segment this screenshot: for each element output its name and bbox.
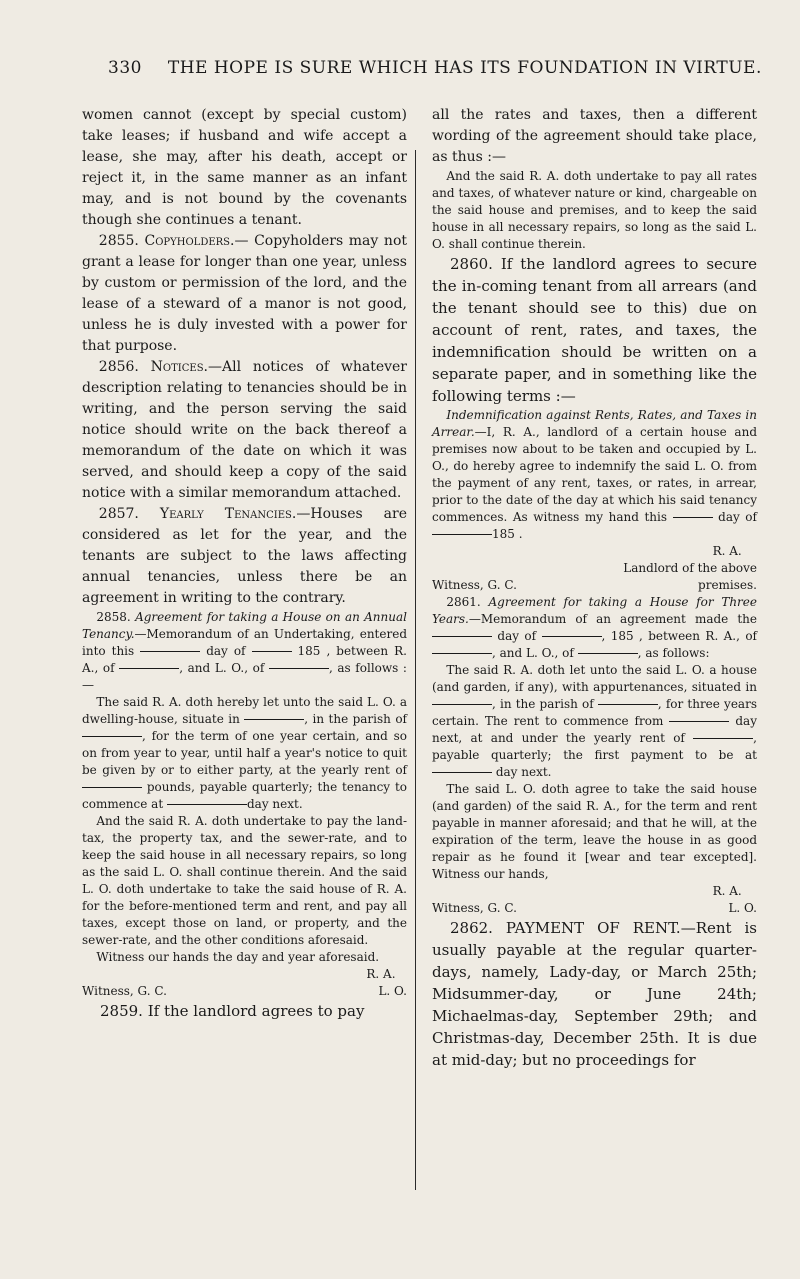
signature-lo: L. O.	[728, 901, 757, 915]
section-body: —All notices of whatever description relating to tenancies should be in writing, and the person serving the said notice should write on the back thereof a memorandum of the date on which it was served, and should keep a copy of the said notice with a similar memorandum attached.	[82, 359, 408, 501]
form-text: , for the term of one year certain, and so on from year to year, until half a year's notice to quit be given by or to either party, at the yearly rent of	[82, 729, 407, 777]
form-text: And the said R. A. doth undertake to pay all rates and taxes, of whatever nature or kind, chargeable on the said house and premises, and to keep the said house in all necessary repairs, so long as the said L. O. shall continue therein.	[432, 169, 757, 251]
blank-line	[432, 772, 492, 773]
signature	[432, 883, 757, 900]
form-text: , as follows:	[637, 646, 710, 660]
section-2857	[82, 504, 407, 609]
blank-line	[432, 534, 492, 535]
form-text: day next.	[246, 797, 303, 811]
blank-line	[140, 651, 200, 652]
form-text: , and L. O., of	[492, 646, 574, 660]
page-number: 330	[108, 58, 142, 78]
blank-line	[542, 636, 602, 637]
section-number: 2861.	[446, 595, 481, 609]
blank-line	[432, 704, 492, 705]
section-title: Yearly Tenancies.	[159, 506, 297, 522]
column-divider	[415, 150, 416, 1190]
form-text: day of	[718, 510, 757, 524]
section-2862	[432, 917, 757, 1071]
left-column	[82, 105, 407, 1022]
signature-ra: R. A.	[366, 967, 396, 981]
form-text: , 185 , between R. A., of	[601, 629, 757, 643]
signature-lo: L. O.	[378, 984, 407, 998]
running-header	[108, 58, 788, 78]
form-text: And the said R. A. doth undertake to pay the land-tax, the property tax, and the sewer-rate, and to keep the said house in all necessary repairs, so long as the said L. O. shall continue therein. And the said L. O. doth undertake to take the said house of R. A. for the before-mentioned term and rent, and pay all taxes, except those on land, or property, and the sewer-rate, and the other conditions aforesaid.	[82, 814, 407, 947]
section-title: Copyholders.	[144, 233, 235, 249]
blank-line	[598, 704, 658, 705]
blank-line	[167, 804, 247, 805]
paragraph: all the rates and taxes, then a different wording of the agreement should take place, as thus :—	[432, 107, 757, 165]
form-text: The said R. A. doth hereby let unto the said L. O. a dwelling-house, situate in	[82, 695, 407, 726]
section-number: 2862.	[450, 919, 493, 937]
form-text: day of	[206, 644, 246, 658]
section-2860: 2860. If the landlord agrees to secure the in-coming tenant from all arrears (and the tenant should see to this) due on account of rent, rates, and taxes, the indemnification should be written on a separate paper, and in something like the following terms :—	[432, 255, 757, 405]
blank-line	[673, 517, 713, 518]
section-2861	[432, 594, 757, 917]
form-title: Indemnification against Rents, Rates, and Taxes in Arrear.	[432, 408, 757, 439]
witness-line	[432, 900, 757, 917]
blank-line	[252, 651, 292, 652]
signature-ra: R. A.	[712, 544, 742, 558]
witness: Witness, G. C.	[82, 984, 167, 998]
indemnification-form	[432, 407, 757, 594]
section-number: 2856.	[98, 359, 139, 375]
section-title: Agreement for taking a House for Three Years.	[432, 595, 757, 626]
form-text: , payable quarterly; the first payment to be at	[432, 731, 757, 762]
section-2859: 2859. If the landlord agrees to pay	[100, 1002, 365, 1020]
form-text: day next.	[495, 765, 552, 779]
blank-line	[669, 721, 729, 722]
section-number: 2855.	[98, 233, 139, 249]
section-2855	[82, 231, 407, 357]
paragraph: women cannot (except by special custom) take leases; if husband and wife accept a lease, she may, after his death, accept or reject it, in the same manner as an infant may, and is not bound by the covenants though she continues a tenant.	[82, 107, 407, 228]
section-number: 2858.	[96, 610, 131, 624]
section-2856	[82, 357, 407, 504]
section-number: 2857.	[98, 506, 139, 522]
signature-role: Landlord of the above	[623, 561, 757, 575]
form-text: , in the parish of	[492, 697, 594, 711]
section-title: Notices.	[150, 359, 208, 375]
form-text: , and L. O., of	[179, 661, 265, 675]
form-text: Witness our hands the day and year aforesaid.	[96, 950, 380, 964]
section-body: — Copyholders may not grant a lease for longer than one year, unless by custom or permission of the lord, and the lease of a steward of a manor is not good, unless he is duly invested with a power for that purpose.	[82, 233, 407, 354]
form-text: 185 , between R. A., of	[82, 644, 407, 675]
form-text: —Memorandum of an Undertaking, entered into this	[82, 627, 407, 658]
running-title: THE HOPE IS SURE WHICH HAS ITS FOUNDATION IN VIRTUE.	[167, 58, 762, 78]
blank-line	[244, 719, 304, 720]
form-text: The said L. O. doth agree to take the said house (and garden) of the said R. A., for the term and rent payable in manner aforesaid; and that he will, at the expiration of the term, leave the house in as good repair as he found it [wear and tear excepted]. Witness our hands,	[432, 782, 757, 881]
right-column	[432, 105, 757, 1071]
form-text: —Memorandum of an agreement made the	[468, 612, 757, 626]
witness-line	[82, 983, 407, 1000]
section-title: Agreement for taking a House on an Annual Tenancy.	[82, 610, 407, 641]
form-text: premises.	[698, 578, 757, 592]
signature	[432, 543, 757, 560]
form-text: pounds, payable quarterly; the tenancy to commence at	[82, 780, 407, 811]
signature-ra: R. A.	[712, 884, 742, 898]
form-text: day of	[497, 629, 537, 643]
blank-line	[693, 738, 753, 739]
section-body: —Rent is usually payable at the regular quarter-days, namely, Lady-day, or March 25th; Midsummer-day, or June 24th; Michaelmas-day, September 29th; and Christmas-day, December 25th. It is due at mid-day; but no proceedings for	[432, 919, 757, 1069]
form-text: —I, R. A., landlord of a certain house and premises now about to be taken and occupied by L. O., do hereby agree to indemnify the said L. O. from the payment of any rent, taxes, or rates, in arrear, prior to the date of the day at which his said tenancy commences. As witness my hand this	[432, 425, 757, 524]
blank-line	[82, 787, 142, 788]
witness: Witness, G. C.	[432, 578, 517, 592]
form-text: , for three years certain. The rent to commence from	[432, 697, 757, 728]
form-text: 185 .	[492, 527, 523, 541]
form-text: , in the parish of	[304, 712, 407, 726]
blank-line	[119, 668, 179, 669]
form-text: , as follows :—	[82, 661, 407, 692]
signature	[82, 966, 407, 983]
blank-line	[578, 653, 638, 654]
form-text: The said R. A. doth let unto the said L. O. a house (and garden, if any), with appurtenances, situated in	[432, 663, 757, 694]
section-2858	[82, 609, 407, 1000]
blank-line	[269, 668, 329, 669]
blank-line	[82, 736, 142, 737]
section-title: PAYMENT OF RENT.	[505, 919, 681, 937]
form-text: day next, at and under the yearly rent of	[432, 714, 757, 745]
witness: Witness, G. C.	[432, 901, 517, 915]
blank-line	[432, 636, 492, 637]
blank-line	[432, 653, 492, 654]
witness-line	[432, 577, 757, 594]
section-body: —Houses are considered as let for the year, and the tenants are subject to the laws affecting annual tenancies, unless there be an agreement in writing to the contrary.	[82, 506, 407, 606]
